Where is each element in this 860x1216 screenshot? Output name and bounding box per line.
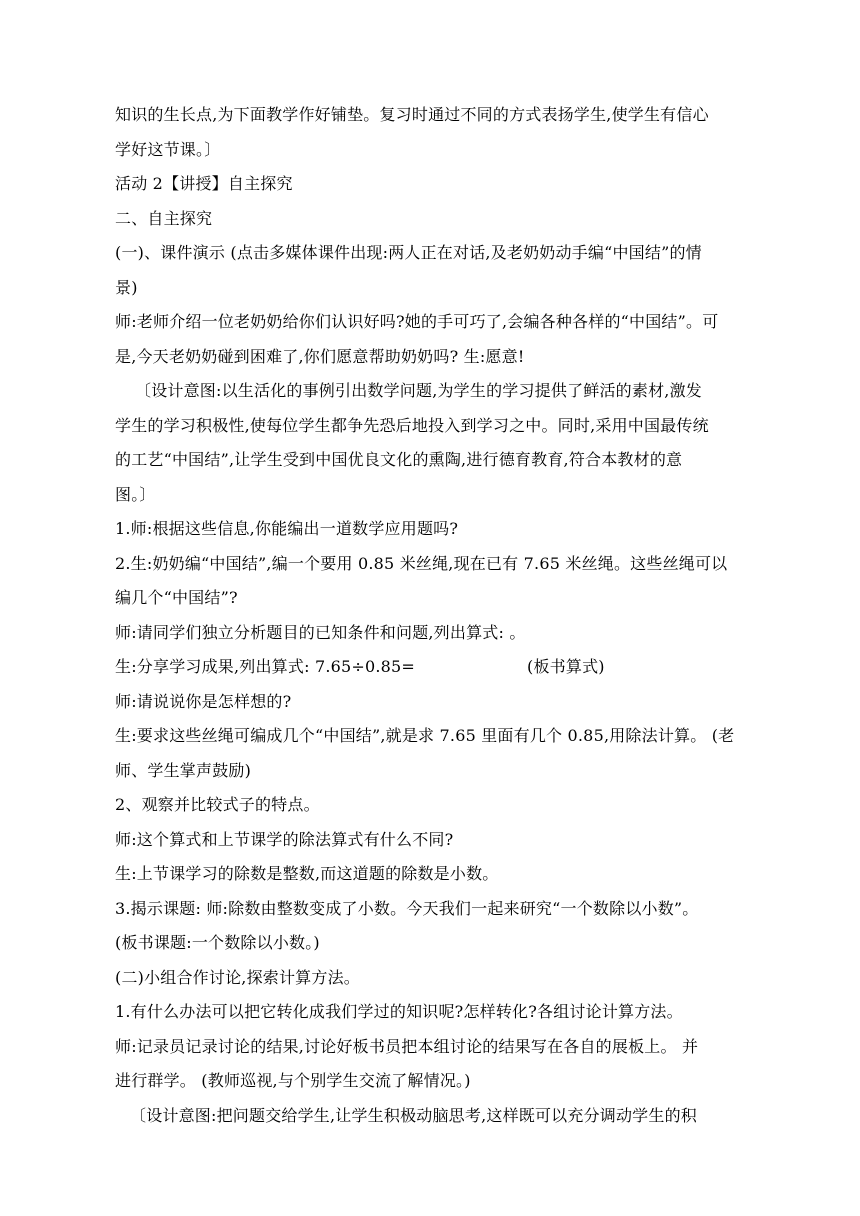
subsection-heading: (二)小组合作讨论,探索计算方法。 <box>115 967 360 987</box>
text-line: 师:请同学们独立分析题目的已知条件和问题,列出算式: 。 <box>115 622 526 642</box>
section-heading: 二、自主探究 <box>115 208 213 228</box>
equation-line <box>115 650 748 685</box>
text-line: 师:请说说你是怎样想的? <box>115 691 292 711</box>
text-line: 师:记录员记录讨论的结果,讨论好板书员把本组讨论的结果写在各自的展板上。 并 <box>115 1036 699 1056</box>
board-note: (板书算式) <box>527 657 605 676</box>
text-line: (一)、课件演示 (点击多媒体课件出现:两人正在对话,及老奶奶动手编“中国结”的情 <box>115 243 702 262</box>
text-line: (板书课题:一个数除以小数。) <box>115 933 320 952</box>
text-line: 师:老师介绍一位老奶奶给你们认识好吗?她的手可巧了,会编各种各样的“中国结”。可 <box>115 312 719 331</box>
document-body <box>115 98 748 1133</box>
activity-heading: 活动 2【讲授】自主探究 <box>115 174 293 193</box>
text-line: 1.师:根据这些信息,你能编出一道数学应用题吗? <box>115 519 459 538</box>
text-line: 学好这节课。〕 <box>115 139 221 159</box>
text-line: 进行群学。 (教师巡视,与个别学生交流了解情况。) <box>115 1071 471 1090</box>
design-note-line: 〔设计意图:把问题交给学生,让学生积极动脑思考,这样既可以充分调动学生的积 <box>130 1105 697 1125</box>
equation-text: 生:分享学习成果,列出算式: 7.65÷0.85= <box>115 657 416 676</box>
text-line: 是,今天老奶奶碰到困难了,你们愿意帮助奶奶吗? 生:愿意! <box>115 346 525 366</box>
design-note-line: 学生的学习积极性,使每位学生都争先恐后地投入到学习之中。同时,采用中国最传统 <box>115 415 709 435</box>
text-line: 景) <box>115 277 138 297</box>
text-line: 2、观察并比较式子的特点。 <box>115 795 320 814</box>
design-note-line: 〔设计意图:以生活化的事例引出数学问题,为学生的学习提供了鲜活的素材,激发 <box>135 381 702 400</box>
design-note-line: 的工艺“中国结”,让学生受到中国优良文化的熏陶,进行德育教育,符合本教材的意 <box>115 450 683 469</box>
text-line: 生:上节课学习的除数是整数,而这道题的除数是小数。 <box>115 864 499 883</box>
text-line: 师:这个算式和上节课学的除法算式有什么不同? <box>115 829 454 849</box>
text-line: 2.生:奶奶编“中国结”,编一个要用 0.85 米丝绳,现在已有 7.65 米丝绳。这些丝绳可以 <box>115 553 728 573</box>
text-line: 1.有什么办法可以把它转化成我们学过的知识呢?怎样转化?各组讨论计算方法。 <box>115 1002 683 1021</box>
text-line: 师、学生掌声鼓励) <box>115 760 252 780</box>
text-line: 编几个“中国结”? <box>115 588 238 607</box>
text-line: 3.揭示课题: 师:除数由整数变成了小数。今天我们一起来研究“一个数除以小数”。 <box>115 898 699 918</box>
text-line: 生:要求这些丝绳可编成几个“中国结”,就是求 7.65 里面有几个 0.85,用除法计算。 (老 <box>115 726 735 745</box>
text-line: 知识的生长点,为下面教学作好铺垫。复习时通过不同的方式表扬学生,使学生有信心 <box>115 105 709 124</box>
design-note-line: 图。〕 <box>115 484 156 504</box>
